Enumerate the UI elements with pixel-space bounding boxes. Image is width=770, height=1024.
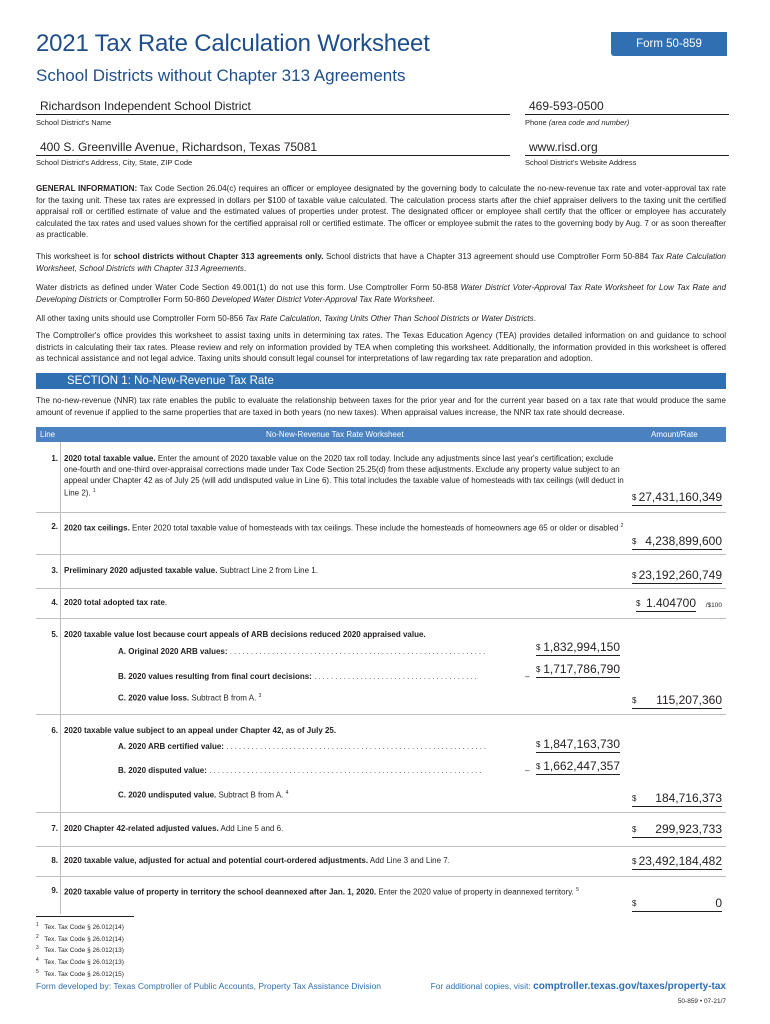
footnote: $^4$ Tex. Tax Code § 26.012(13) <box>36 956 124 967</box>
district-name-label: School District's Name <box>36 118 112 127</box>
line-6a-label: A. 2020 ARB certified value: .............................................................. <box>118 742 489 751</box>
general-information: GENERAL INFORMATION: Tax Code Section 26.04(c) requires an officer or employee designated by the governing body to calculate the no-new-revenue tax rate and voter-approval tax rate for the taxing unit. These tax rates are expressed in dollars per $100 of taxable value calculated. The calculation process starts after the chief appraiser delivers to the taxing unit the certified appraisal roll or certified estimate of value and the estimated values of properties under protest. The designated officer or employee shall certify that the officer or employee has accurately calculated the tax rates and used values shown for the certified appraisal roll or certified estimate. The officer or employee submit the rates to the governing body by Aug. 7 or as soon thereafter as practicable. <box>36 184 726 239</box>
line-5b-label: B. 2020 values resulting from final court decisions: ....................................... <box>118 672 479 681</box>
line-6b-label: B. 2020 disputed value: ................................................................. <box>118 766 484 775</box>
worksheet-scope-note: This worksheet is for school districts without Chapter 313 agreements only. School districts that have a Chapter 313 agreement should use Comptroller Form 50-884 Tax Rate Calculation Worksheet, School Districts with Chapter 313 Agreements. <box>36 252 727 273</box>
footnote-rule <box>36 916 134 917</box>
line-5b-amount[interactable]: $ 1,717,786,790 <box>536 662 620 676</box>
line-5a-amount[interactable]: $ 1,832,994,150 <box>536 640 620 654</box>
comptroller-note: The Comptroller's office provides this worksheet to assist taxing units in determining tax rates. The Texas Education Agency (TEA) provides detailed information on and guidance to school districts in calculating their tax rates. Please review and rely on information provided by TEA when completing this worksheet. Additionally, the information provided in this worksheet is offered as technical assistance and not legal advice. Taxing units should consult legal counsel for interpretations of law regarding tax rate preparation and adoption. <box>36 331 726 363</box>
col-line: Line <box>40 430 56 439</box>
form-number-badge: Form 50-859 <box>611 32 727 56</box>
footer-credit: Form developed by: Texas Comptroller of Public Accounts, Property Tax Assistance Division <box>36 981 382 991</box>
footnote: $^3$ Tex. Tax Code § 26.012(13) <box>36 945 124 955</box>
worksheet-table-header <box>36 427 726 442</box>
worksheet-line-8: 8. 2020 taxable value, adjusted for actual and potential court-ordered adjustments. Add Line 3 and Line 7. $ 23,492,184,482 <box>36 846 726 877</box>
footer-copies: For additional copies, visit: comptroller.texas.gov/taxes/property-tax <box>430 981 726 992</box>
footnote: $^5$ Tex. Tax Code § 26.012(15) <box>36 968 124 978</box>
line-6-amount[interactable]: $ 184,716,373 <box>632 791 722 805</box>
worksheet-line-7: 7. 2020 Chapter 42-related adjusted values. Add Line 5 and 6. $ 299,923,733 <box>36 812 726 847</box>
worksheet-line-5: 5. 2020 taxable value lost because court appeals of ARB decisions reduced 2020 appraised value. A. Original 2020 ARB values: ............................................................. $ 1,832,994,150 B. 2020 values resulting from final court decisions: ....................................... – $ 1,717,786,790 C. 2020 value loss. Subtract B from A. $^3$ $ 115,207,360 <box>36 618 726 715</box>
website-label: School District's Website Address <box>525 158 637 167</box>
phone-label: Phone (area code and number) <box>525 118 630 127</box>
line-6a-amount[interactable]: $ 1,847,163,730 <box>536 737 620 751</box>
district-address-label: School District's Address, City, State, ZIP Code <box>36 158 193 167</box>
district-address-field[interactable]: 400 S. Greenville Avenue, Richardson, Texas 75081 <box>36 139 510 156</box>
line-2-amount[interactable]: $ 4,238,899,600 <box>632 534 722 548</box>
col-amount: Amount/Rate <box>651 430 698 439</box>
other-units-note: All other taxing units should use Comptroller Form 50-856 Tax Rate Calculation, Taxing Units Other Than School Districts or Water Districts. <box>36 314 536 323</box>
line-3-amount[interactable]: $ 23,192,260,749 <box>632 568 722 582</box>
worksheet-line-1: 1. 2020 total taxable value. Enter the amount of 2020 taxable value on the 2020 tax roll today. Include any adjustments since last year's certification; exclude one-fourth and one-third over-appraisal corrections made under Tax Code Section 25.25(d) from these adjustments. Exclude any property value subject to an appeal under Chapter 42 as of July 25 (will add undisputed value in Line 6). This total includes the taxable value of homesteads with tax ceilings (will deduct in Line 2). $^1$ $ 27,431,160,349 <box>36 442 726 513</box>
section-1-header: SECTION 1: No-New-Revenue Tax Rate <box>36 373 726 389</box>
line-4-unit: /$100 <box>705 602 722 609</box>
line-4-rate[interactable]: $ 1.404700 <box>636 596 696 610</box>
form-revision-code: 50-859 • 07-21/7 <box>677 998 726 1005</box>
page-subtitle: School Districts without Chapter 313 Agreements <box>36 66 406 85</box>
worksheet-line-4: 4. 2020 total adopted tax rate. $ 1.404700 /$100 <box>36 588 726 619</box>
line-6b-amount[interactable]: $ 1,662,447,357 <box>536 759 620 773</box>
col-worksheet: No-New-Revenue Tax Rate Worksheet <box>266 430 404 439</box>
worksheet-line-2: 2. 2020 tax ceilings. Enter 2020 total taxable value of homesteads with tax ceilings. These include the homesteads of homeowners age 65 or older or disabled $^2$ $ 4,238,899,600 <box>36 512 726 555</box>
section-1-intro: The no-new-revenue (NNR) tax rate enables the public to evaluate the relationship between taxes for the prior year and for the current year based on a tax rate that would produce the same amount of revenue if applied to the same properties that are taxed in both years (no new taxes). When appraisal values increase, the NNR tax rate should decrease. <box>36 396 726 417</box>
line-5-amount[interactable]: $ 115,207,360 <box>632 693 722 707</box>
line-6c-label: C. 2020 undisputed value. Subtract B from A. $^4$ <box>118 790 289 800</box>
line-9-amount[interactable]: $ 0 <box>632 896 722 910</box>
property-tax-link[interactable]: comptroller.texas.gov/taxes/property-tax <box>533 981 726 992</box>
line-7-amount[interactable]: $ 299,923,733 <box>632 822 722 836</box>
water-district-note: Water districts as defined under Water Code Section 49.001(1) do not use this form. Use Comptroller Form 50-858 Water District Voter-Approval Tax Rate Worksheet for Low Tax Rate and Developing Districts or Comptroller Form 50-860 Developed Water District Voter-Approval Tax Rate Worksheet. <box>36 283 726 304</box>
footnote: $^1$ Tex. Tax Code § 26.012(14) <box>36 922 124 932</box>
footnote: $^2$ Tex. Tax Code § 26.012(14) <box>36 933 124 943</box>
page-title: 2021 Tax Rate Calculation Worksheet <box>36 30 430 57</box>
district-name-field[interactable]: Richardson Independent School District <box>36 98 510 115</box>
worksheet-line-6: 6. 2020 taxable value subject to an appeal under Chapter 42, as of July 25. A. 2020 ARB certified value: .............................................................. $ 1,847,163,730 B. 2020 disputed value: ................................................................. – $ 1,662,447,357 C. 2020 undisputed value. Subtract B from A. $^4$ $ 184,716,373 <box>36 714 726 813</box>
line-1-amount[interactable]: $ 27,431,160,349 <box>632 490 722 504</box>
worksheet-line-3: 3. Preliminary 2020 adjusted taxable value. Subtract Line 2 from Line 1. $ 23,192,260,749 <box>36 554 726 589</box>
line-8-amount[interactable]: $ 23,492,184,482 <box>632 854 722 868</box>
worksheet-line-9: 9. 2020 taxable value of property in territory the school deannexed after Jan. 1, 2020. Enter the 2020 value of property in deannexed territory. $^5$ $ 0 <box>36 876 726 914</box>
line-5c-label: C. 2020 value loss. Subtract B from A. $^3$ <box>118 693 262 703</box>
phone-field[interactable]: 469-593-0500 <box>525 98 729 115</box>
footnotes <box>36 921 124 979</box>
line-5a-label: A. Original 2020 ARB values: ............................................................. <box>118 647 488 656</box>
website-field[interactable]: www.risd.org <box>525 139 729 156</box>
